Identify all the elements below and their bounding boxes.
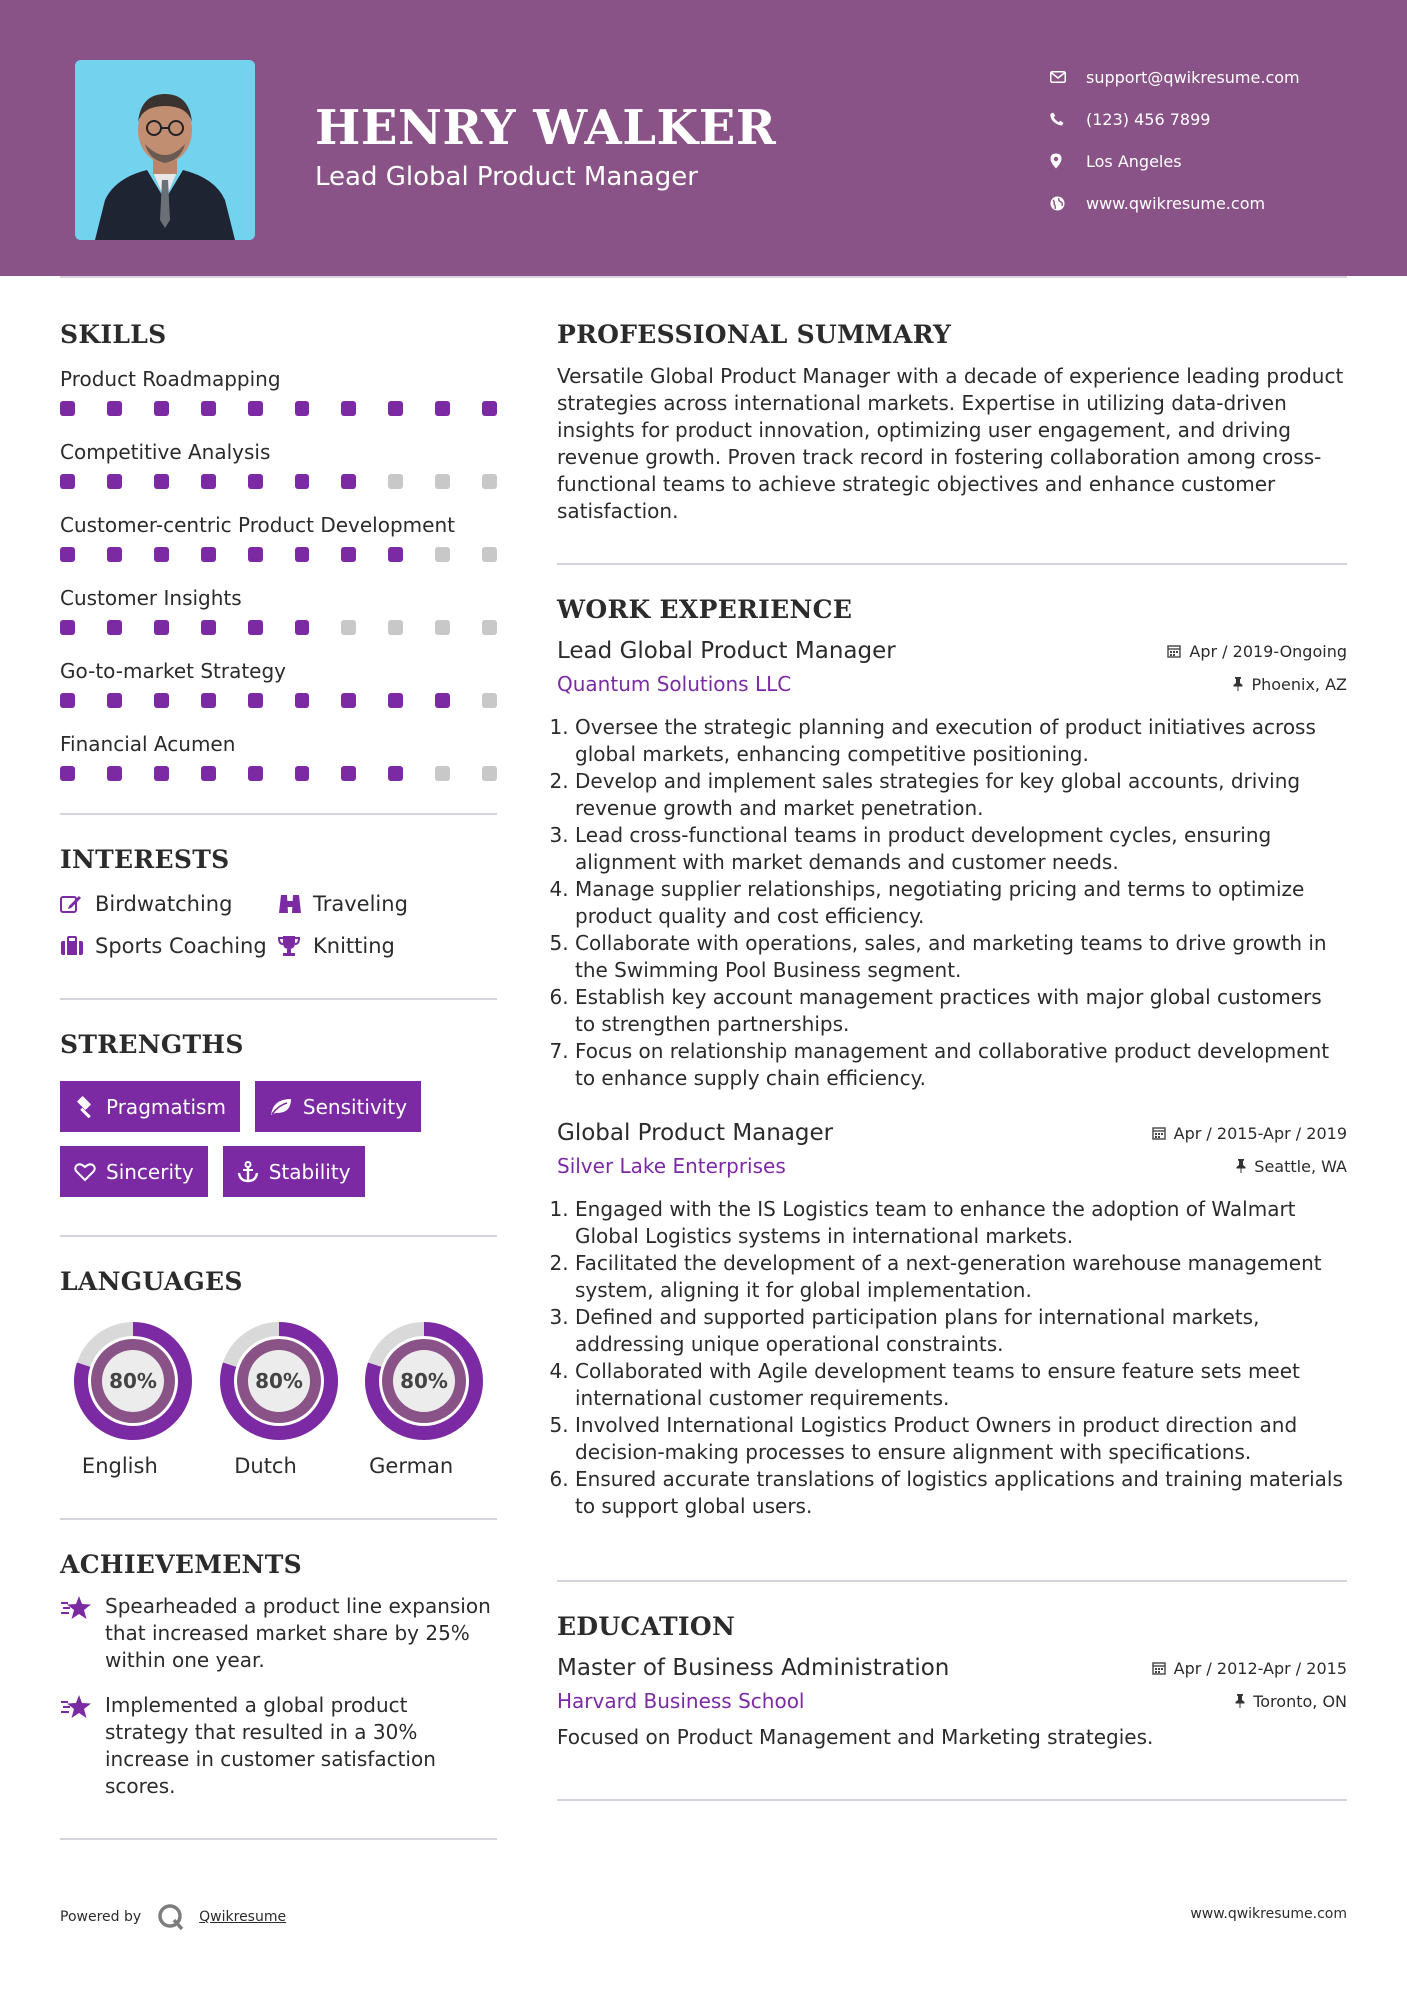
rating-dot-filled bbox=[388, 766, 403, 781]
job-location bbox=[1236, 1157, 1347, 1176]
education-location bbox=[1235, 1692, 1347, 1711]
contact-phone[interactable] bbox=[1050, 98, 1300, 140]
rating-dot-empty bbox=[482, 766, 497, 781]
skill-name: Go-to-market Strategy bbox=[60, 659, 287, 683]
contact-website-text: www.qwikresume.com bbox=[1086, 193, 1266, 213]
strength-label: Stability bbox=[268, 1159, 351, 1184]
responsibility-item: 1. Oversee the strategic planning and execution of product initiatives across global markets, enhancing competitive positioning. bbox=[575, 714, 1347, 768]
skills-heading: SKILLS bbox=[60, 320, 167, 349]
contact-list bbox=[1050, 56, 1300, 224]
education-heading: EDUCATION bbox=[557, 1612, 736, 1641]
binoculars-icon bbox=[278, 893, 313, 915]
skill-name: Financial Acumen bbox=[60, 732, 236, 756]
interest-label: Sports Coaching bbox=[95, 934, 267, 958]
rating-dot-filled bbox=[248, 547, 263, 562]
rating-dot-filled bbox=[295, 620, 310, 635]
achievement-text: Spearheaded a product line expansion that increased market share by 25% within one year. bbox=[105, 1594, 491, 1672]
job-date bbox=[1152, 1124, 1347, 1143]
rating-dot-filled bbox=[60, 620, 75, 635]
skill-rating bbox=[60, 401, 497, 416]
interest-item bbox=[278, 892, 498, 916]
rating-dot-filled bbox=[482, 401, 497, 416]
star-icon bbox=[60, 1692, 105, 1800]
heart-icon bbox=[74, 1162, 96, 1182]
languages-heading: LANGUAGES bbox=[60, 1267, 243, 1296]
education-location-text: Toronto, ON bbox=[1253, 1691, 1347, 1711]
interest-item bbox=[60, 892, 278, 916]
language-name: Dutch bbox=[234, 1454, 297, 1478]
job-location bbox=[1233, 675, 1347, 694]
degree-title: Master of Business Administration bbox=[557, 1655, 950, 1681]
contact-email[interactable] bbox=[1050, 56, 1300, 98]
skill-item bbox=[60, 357, 497, 430]
responsibility-item: 2. Develop and implement sales strategies for key global accounts, driving revenue growth and market penetration. bbox=[575, 768, 1347, 822]
contact-email-text: support@qwikresume.com bbox=[1086, 67, 1300, 87]
rating-dot-filled bbox=[248, 766, 263, 781]
skill-name: Competitive Analysis bbox=[60, 440, 271, 464]
star-icon bbox=[60, 1593, 105, 1674]
briefcase-icon bbox=[60, 936, 95, 956]
rating-dot-filled bbox=[435, 693, 450, 708]
rating-dot-filled bbox=[60, 401, 75, 416]
rating-dot-empty bbox=[435, 547, 450, 562]
rating-dot-filled bbox=[107, 620, 122, 635]
rating-dot-empty bbox=[435, 620, 450, 635]
rating-dot-empty bbox=[388, 474, 403, 489]
job-date-text: Apr / 2015-Apr / 2019 bbox=[1173, 1123, 1347, 1143]
rating-dot-empty bbox=[482, 474, 497, 489]
job-date-text: Apr / 2019-Ongoing bbox=[1189, 641, 1347, 661]
job-company: Silver Lake Enterprises bbox=[557, 1154, 786, 1178]
profile-photo bbox=[75, 60, 255, 240]
contact-location-text: Los Angeles bbox=[1086, 151, 1182, 171]
job-company: Quantum Solutions LLC bbox=[557, 672, 792, 696]
language-item bbox=[60, 1320, 206, 1478]
rating-dot-filled bbox=[248, 693, 263, 708]
language-item bbox=[351, 1320, 497, 1478]
responsibility-item: 6. Establish key account management practices with major global customers to strengthen partnerships. bbox=[575, 984, 1347, 1038]
rating-dot-filled bbox=[248, 474, 263, 489]
rating-dot-empty bbox=[482, 693, 497, 708]
rating-dot-filled bbox=[388, 547, 403, 562]
skill-rating bbox=[60, 693, 497, 708]
education-entry bbox=[557, 1655, 1347, 1749]
strengths-list bbox=[60, 1081, 497, 1197]
job-title: Global Product Manager bbox=[557, 1120, 834, 1146]
qwikresume-logo-icon bbox=[157, 1903, 185, 1931]
job-responsibilities bbox=[557, 1196, 1347, 1520]
candidate-name: HENRY WALKER bbox=[315, 100, 777, 156]
interest-item bbox=[278, 934, 498, 958]
gavel-icon bbox=[74, 1096, 96, 1118]
skill-rating bbox=[60, 620, 497, 635]
language-percent: 80% bbox=[400, 1369, 449, 1393]
calendar-icon bbox=[1152, 1126, 1166, 1140]
rating-dot-filled bbox=[60, 547, 75, 562]
school-name: Harvard Business School bbox=[557, 1689, 805, 1713]
skill-item bbox=[60, 649, 497, 722]
skill-rating bbox=[60, 474, 497, 489]
left-column bbox=[60, 320, 497, 1840]
rating-dot-empty bbox=[482, 620, 497, 635]
rating-dot-filled bbox=[107, 474, 122, 489]
pushpin-icon bbox=[1233, 677, 1243, 691]
rating-dot-filled bbox=[295, 547, 310, 562]
job-responsibilities bbox=[557, 714, 1347, 1092]
achievement-item bbox=[60, 1593, 497, 1674]
education-date-text: Apr / 2012-Apr / 2015 bbox=[1173, 1658, 1347, 1678]
rating-dot-filled bbox=[248, 401, 263, 416]
globe-icon bbox=[1050, 196, 1086, 211]
skills-list bbox=[60, 357, 497, 795]
interest-label: Knitting bbox=[313, 934, 395, 958]
summary-heading: PROFESSIONAL SUMMARY bbox=[557, 320, 952, 349]
skill-name: Product Roadmapping bbox=[60, 367, 281, 391]
powered-by-label: Powered by bbox=[60, 1909, 142, 1925]
interests-list bbox=[60, 892, 497, 958]
rating-dot-filled bbox=[295, 401, 310, 416]
strengths-heading: STRENGTHS bbox=[60, 1030, 244, 1059]
right-column bbox=[557, 320, 1347, 1801]
rating-dot-filled bbox=[435, 401, 450, 416]
responsibility-item: 1. Engaged with the IS Logistics team to enhance the adoption of Walmart Global Logistics systems in international markets. bbox=[575, 1196, 1347, 1250]
rating-dot-filled bbox=[154, 547, 169, 562]
job-location-text: Phoenix, AZ bbox=[1251, 674, 1347, 694]
job-entry bbox=[557, 638, 1347, 1092]
rating-dot-filled bbox=[201, 766, 216, 781]
rating-dot-filled bbox=[107, 547, 122, 562]
map-pin-icon bbox=[1050, 153, 1086, 169]
skill-item bbox=[60, 576, 497, 649]
strength-tag bbox=[223, 1146, 365, 1197]
edit-icon bbox=[60, 894, 95, 914]
job-location-text: Seattle, WA bbox=[1254, 1156, 1347, 1176]
rating-dot-filled bbox=[60, 693, 75, 708]
phone-icon bbox=[1050, 112, 1086, 126]
experience-heading: WORK EXPERIENCE bbox=[557, 595, 853, 624]
responsibility-item: 6. Ensured accurate translations of logistics applications and training materials to support global users. bbox=[575, 1466, 1347, 1520]
responsibility-item: 2. Facilitated the development of a next-generation warehouse management system, aligning it for global implementation. bbox=[575, 1250, 1347, 1304]
rating-dot-filled bbox=[341, 766, 356, 781]
strength-label: Sensitivity bbox=[302, 1094, 408, 1119]
rating-dot-filled bbox=[341, 693, 356, 708]
footer-url[interactable]: www.qwikresume.com bbox=[1190, 1906, 1347, 1922]
interests-heading: INTERESTS bbox=[60, 845, 230, 874]
rating-dot-filled bbox=[107, 401, 122, 416]
achievements-divider bbox=[60, 1838, 497, 1840]
education-divider bbox=[557, 1799, 1347, 1801]
rating-dot-filled bbox=[107, 693, 122, 708]
education-description: Focused on Product Management and Marketing strategies. bbox=[557, 1725, 1154, 1749]
candidate-title: Lead Global Product Manager bbox=[315, 162, 698, 192]
skill-rating bbox=[60, 547, 497, 562]
languages-divider bbox=[60, 1518, 497, 1520]
responsibility-item: 7. Focus on relationship management and collaborative product development to enhance supply chain efficiency. bbox=[575, 1038, 1347, 1092]
language-ring bbox=[72, 1320, 194, 1442]
responsibility-item: 5. Collaborate with operations, sales, and marketing teams to drive growth in the Swimming Pool Business segment. bbox=[575, 930, 1347, 984]
rating-dot-filled bbox=[201, 401, 216, 416]
interest-label: Traveling bbox=[313, 892, 408, 916]
rating-dot-filled bbox=[201, 547, 216, 562]
rating-dot-filled bbox=[295, 693, 310, 708]
responsibility-item: 3. Defined and supported participation plans for international markets, addressing unique operational constraints. bbox=[575, 1304, 1347, 1358]
language-item bbox=[206, 1320, 352, 1478]
achievements-heading: ACHIEVEMENTS bbox=[60, 1550, 302, 1579]
calendar-icon bbox=[1152, 1661, 1166, 1675]
strengths-divider bbox=[60, 1235, 497, 1237]
interests-divider bbox=[60, 998, 497, 1000]
rating-dot-filled bbox=[388, 401, 403, 416]
strength-label: Pragmatism bbox=[106, 1094, 226, 1119]
leaf-icon bbox=[269, 1097, 293, 1117]
skill-name: Customer-centric Product Development bbox=[60, 513, 455, 537]
rating-dot-filled bbox=[341, 547, 356, 562]
summary-text: Versatile Global Product Manager with a decade of experience leading product strategies across international markets. Expertise in utilizing data-driven insights for product innovation, optimizing user engagement, and driving revenue growth. Proven track record in fostering collaboration among cross-functional teams to achieve strategic objectives and enhance customer satisfaction. bbox=[557, 364, 1344, 523]
rating-dot-filled bbox=[295, 474, 310, 489]
rating-dot-filled bbox=[341, 401, 356, 416]
footer-branding bbox=[60, 1903, 286, 1931]
rating-dot-empty bbox=[435, 766, 450, 781]
language-ring bbox=[363, 1320, 485, 1442]
envelope-icon bbox=[1050, 71, 1086, 83]
skill-item bbox=[60, 430, 497, 503]
language-name: English bbox=[81, 1454, 158, 1478]
rating-dot-filled bbox=[388, 693, 403, 708]
rating-dot-filled bbox=[154, 620, 169, 635]
rating-dot-filled bbox=[154, 766, 169, 781]
rating-dot-filled bbox=[201, 620, 216, 635]
pushpin-icon bbox=[1235, 1694, 1245, 1708]
rating-dot-empty bbox=[388, 620, 403, 635]
achievement-text: Implemented a global product strategy that resulted in a 30% increase in customer satisfaction scores. bbox=[105, 1693, 436, 1798]
interest-label: Birdwatching bbox=[95, 892, 233, 916]
language-ring bbox=[218, 1320, 340, 1442]
responsibility-item: 4. Collaborated with Agile development teams to ensure feature sets meet international customer requirements. bbox=[575, 1358, 1347, 1412]
responsibility-item: 5. Involved International Logistics Product Owners in product direction and decision-making processes to ensure alignment with specifications. bbox=[575, 1412, 1347, 1466]
skills-divider bbox=[60, 813, 497, 815]
responsibility-item: 3. Lead cross-functional teams in product development cycles, ensuring alignment with market demands and customer needs. bbox=[575, 822, 1347, 876]
rating-dot-filled bbox=[60, 474, 75, 489]
language-percent: 80% bbox=[254, 1369, 303, 1393]
rating-dot-filled bbox=[201, 474, 216, 489]
rating-dot-empty bbox=[482, 547, 497, 562]
interest-item bbox=[60, 934, 278, 958]
rating-dot-filled bbox=[248, 620, 263, 635]
language-percent: 80% bbox=[108, 1369, 157, 1393]
rating-dot-filled bbox=[154, 693, 169, 708]
education-date bbox=[1152, 1659, 1347, 1678]
pushpin-icon bbox=[1236, 1159, 1246, 1173]
contact-website[interactable] bbox=[1050, 182, 1300, 224]
job-date bbox=[1167, 642, 1347, 661]
rating-dot-filled bbox=[154, 474, 169, 489]
header bbox=[0, 0, 1407, 276]
header-divider bbox=[60, 276, 1347, 278]
skill-item bbox=[60, 722, 497, 795]
job-title: Lead Global Product Manager bbox=[557, 638, 896, 664]
summary-divider bbox=[557, 563, 1347, 565]
rating-dot-filled bbox=[201, 693, 216, 708]
skill-name: Customer Insights bbox=[60, 586, 242, 610]
languages-list bbox=[60, 1320, 497, 1478]
strength-tag bbox=[255, 1081, 421, 1132]
achievement-item bbox=[60, 1692, 497, 1800]
rating-dot-filled bbox=[60, 766, 75, 781]
rating-dot-filled bbox=[341, 474, 356, 489]
skill-rating bbox=[60, 766, 497, 781]
job-entry bbox=[557, 1120, 1347, 1520]
rating-dot-filled bbox=[154, 401, 169, 416]
rating-dot-filled bbox=[107, 766, 122, 781]
anchor-icon bbox=[237, 1161, 259, 1183]
contact-phone-text: (123) 456 7899 bbox=[1086, 109, 1211, 129]
rating-dot-empty bbox=[435, 474, 450, 489]
skill-item bbox=[60, 503, 497, 576]
strength-label: Sincerity bbox=[106, 1159, 194, 1184]
trophy-icon bbox=[278, 935, 313, 957]
language-name: German bbox=[369, 1454, 454, 1478]
contact-location bbox=[1050, 140, 1300, 182]
strength-tag bbox=[60, 1146, 208, 1197]
rating-dot-filled bbox=[295, 766, 310, 781]
strength-tag bbox=[60, 1081, 240, 1132]
responsibility-item: 4. Manage supplier relationships, negotiating pricing and terms to optimize product quality and cost efficiency. bbox=[575, 876, 1347, 930]
qwikresume-link[interactable]: Qwikresume bbox=[199, 1909, 287, 1925]
experience-divider bbox=[557, 1580, 1347, 1582]
calendar-icon bbox=[1167, 644, 1181, 658]
rating-dot-empty bbox=[341, 620, 356, 635]
